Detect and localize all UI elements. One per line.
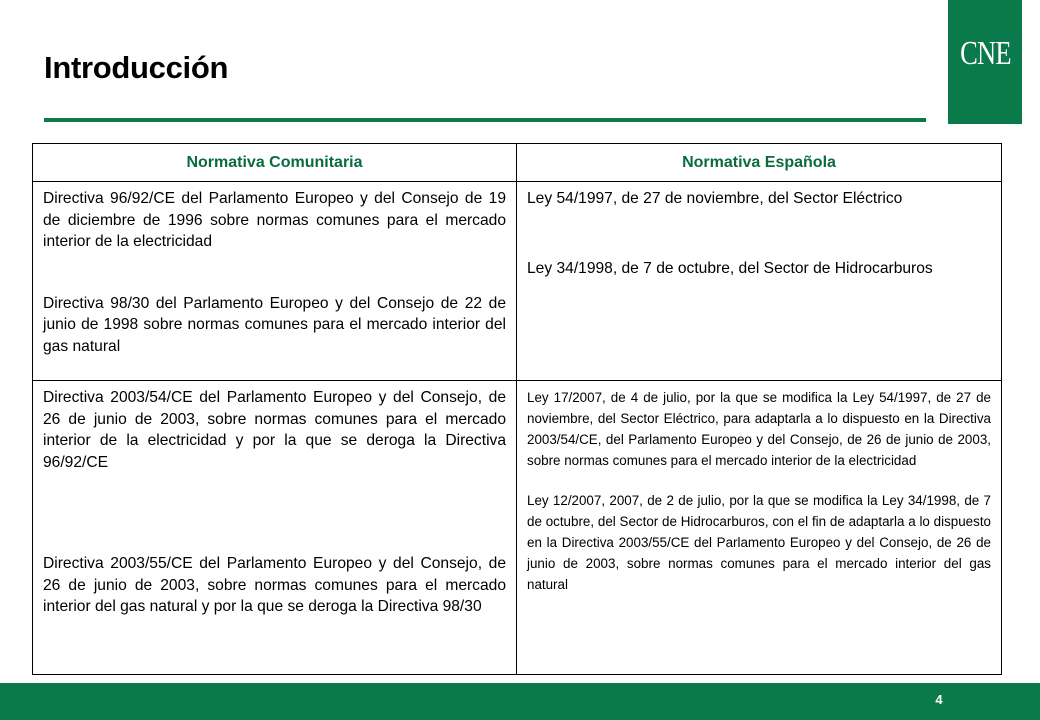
table-cell xyxy=(33,381,517,675)
ley-54-1997: Ley 54/1997, de 27 de noviembre, del Sector Eléctrico xyxy=(527,190,903,207)
table-cell xyxy=(33,182,517,381)
slide-title: Introducción xyxy=(44,50,229,85)
table-cell xyxy=(517,381,1002,675)
footer-bar xyxy=(0,683,1040,720)
logo-text: CNE xyxy=(959,35,1011,72)
table-header-row xyxy=(33,144,1002,182)
table-row xyxy=(33,182,1002,381)
directiva-2003-55-ce: Directiva 2003/55/CE del Parlamento Europeo y del Consejo, de 26 de junio de 2003, sobre normas comunes para el mercado interior del gas natural y por la que se deroga la Directiva 98/30 xyxy=(43,555,506,615)
page-number: 4 xyxy=(935,692,943,707)
table-cell xyxy=(517,182,1002,381)
ley-34-1998: Ley 34/1998, de 7 de octubre, del Sector de Hidrocarburos xyxy=(527,259,933,277)
normativa-table xyxy=(32,143,1002,675)
directiva-98-30: Directiva 98/30 del Parlamento Europeo y del Consejo de 22 de junio de 1998 sobre normas comunes para el mercado interior del gas natural xyxy=(43,294,506,355)
ley-12-2007: Ley 12/2007, 2007, de 2 de julio, por la que se modifica la Ley 34/1998, de 7 de octubre, del Sector de Hidrocarburos, con el fin de adaptarla a lo dispuesto en la Directiva 2003/55/CE del Parlamento Europeo y del Consejo, de 26 de junio de 2003, sobre normas comunes para el mercado interior del gas natural xyxy=(527,493,991,592)
title-underline xyxy=(44,118,926,122)
directiva-96-92-ce: Directiva 96/92/CE del Parlamento Europeo y del Consejo de 19 de diciembre de 1996 sobre normas comunes para el mercado interior de la electricidad xyxy=(43,190,506,250)
ley-17-2007: Ley 17/2007, de 4 de julio, por la que se modifica la Ley 54/1997, de 27 de noviembre, del Sector Eléctrico, para adaptarla a lo dispuesto en la Directiva 2003/54/CE, del Parlamento Europeo y del Consejo, de 26 de junio de 2003, sobre normas comunes para el mercado interior de la electricidad xyxy=(527,390,991,468)
table-row xyxy=(33,381,1002,675)
directiva-2003-54-ce: Directiva 2003/54/CE del Parlamento Europeo y del Consejo, de 26 de junio de 2003, sobre normas comunes para el mercado interior de la electricidad y por la que se deroga la Directiva 96/92/CE xyxy=(43,389,506,471)
cne-logo xyxy=(948,0,1022,124)
header-normativa-espanola: Normativa Española xyxy=(517,144,1002,182)
header-normativa-comunitaria: Normativa Comunitaria xyxy=(33,144,517,182)
